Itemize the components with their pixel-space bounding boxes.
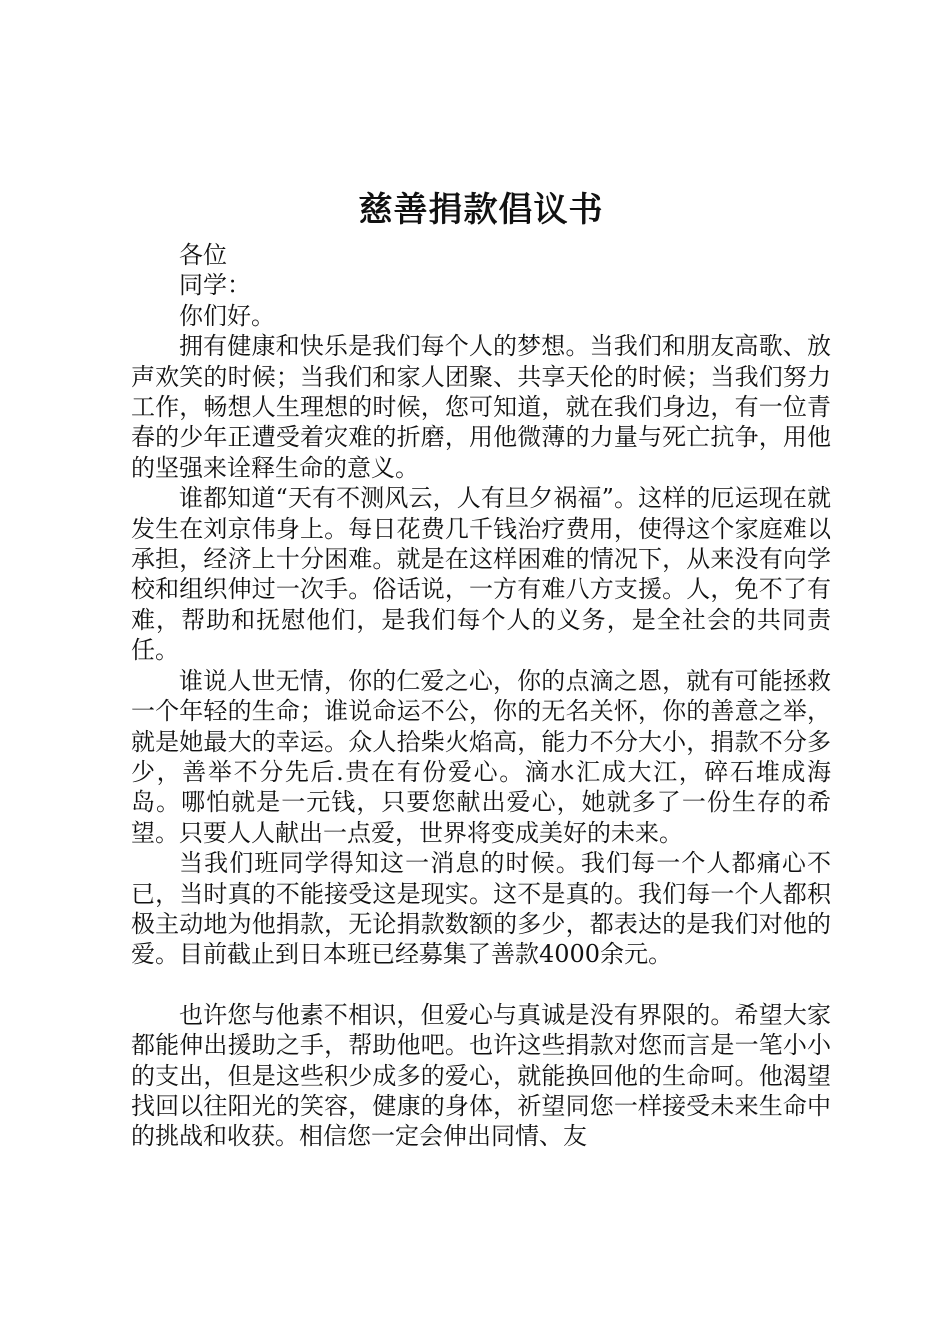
body-paragraph-5: 也许您与他素不相识，但爱心与真诚是没有界限的。希望大家都能伸出援助之手，帮助他吧。也许这些捐款对您而言是一笔小小的支出，但是这些积少成多的爱心，就能换回他的生命呵。他渴望找回以往阳光的笑容，健康的身体，祈望同您一样接受未来生命中的挑战和收获。相信您一定会伸出同情、友 xyxy=(131,1000,831,1151)
document-title: 慈善捐款倡议书 xyxy=(358,190,604,230)
salutation-line-1: 各位 xyxy=(179,241,227,269)
document-page xyxy=(131,186,831,1152)
body-paragraph-3: 谁说人世无情，你的仁爱之心，你的点滴之恩，就有可能拯救一个年轻的生命；谁说命运不公，你的无名关怀，你的善意之举，就是她最大的幸运。众人拾柴火焰高，能力不分大小，捐款不分多少，善举不分先后.贵在有份爱心。滴水汇成大江，碎石堆成海岛。哪怕就是一元钱，只要您献出爱心，她就多了一份生存的希望。只要人人献出一点爱，世界将变成美好的未来。 xyxy=(131,666,831,847)
body-paragraph-2: 谁都知道“天有不测风云，人有旦夕祸福”。这样的厄运现在就发生在刘京伟身上。每日花费几千钱治疗费用，使得这个家庭难以承担，经济上十分困难。就是在这样困难的情况下，从来没有向学校和组织伸过一次手。俗话说，一方有难八方支援。人，免不了有难，帮助和抚慰他们，是我们每个人的义务，是全社会的共同责任。 xyxy=(131,484,831,665)
body-paragraph-1: 拥有健康和快乐是我们每个人的梦想。当我们和朋友高歌、放声欢笑的时候；当我们和家人团聚、共享天伦的时候；当我们努力工作，畅想人生理想的时候，您可知道，就在我们身边，有一位青春的少年正遭受着灾难的折磨，用他微薄的力量与死亡抗争，用他的坚强来诠释生命的意义。 xyxy=(131,332,831,482)
greeting-line: 你们好。 xyxy=(179,301,275,330)
salutation-line-2: 同学： xyxy=(179,271,251,300)
body-paragraph-4: 当我们班同学得知这一消息的时候。我们每一个人都痛心不已，当时真的不能接受这是现实。这不是真的。我们每一个人都积极主动地为他捐款，无论捐款数额的多少，都表达的是我们对他的爱。目前截止到日本班已经募集了善款4000余元。 xyxy=(131,849,831,969)
paragraph-spacer xyxy=(131,970,831,1000)
